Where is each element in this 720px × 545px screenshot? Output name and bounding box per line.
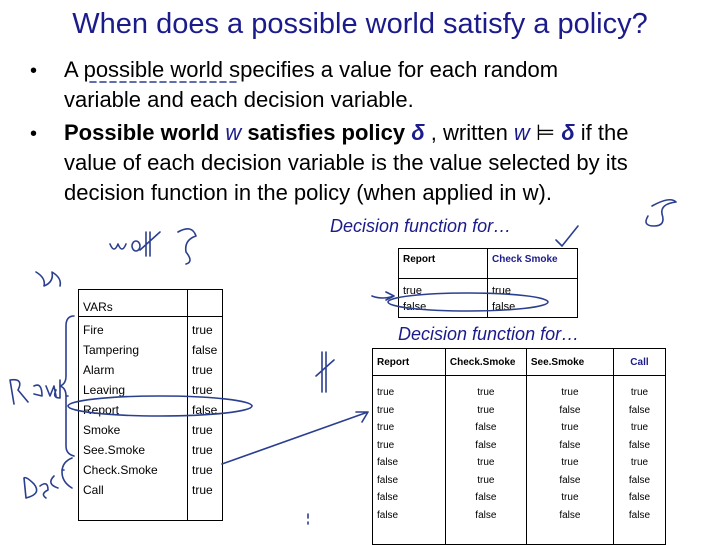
table-header: See.Smoke (526, 349, 613, 376)
bullet-1-line-2: variable and each decision variable. (64, 87, 414, 112)
text: Possible world (64, 120, 226, 145)
table-column: true true false false true true false false (445, 376, 526, 545)
brace-random (60, 316, 74, 456)
variable-names: Fire Tampering Alarm Leaving Report Smoke See.Smoke Check.Smoke Call (79, 317, 188, 521)
circle-report-row (68, 396, 252, 416)
text: A (64, 57, 84, 82)
not-models-ink-2 (316, 352, 334, 392)
text: specifies a value for each random (222, 57, 559, 82)
text: if the (574, 120, 629, 145)
var-delta: δ (411, 120, 425, 145)
bullet-dot-1: • (30, 60, 38, 82)
circle-false-row (388, 293, 548, 311)
check-mark (556, 226, 578, 246)
bullet-2-line-3: decision function in the policy (when applied in w). (64, 180, 552, 205)
delta-ink (646, 200, 676, 226)
table-column: true true true true false false false false (373, 376, 446, 545)
variable-values: true false true true false true true true true (188, 317, 223, 521)
bullet-dot-2: • (30, 123, 38, 145)
var-w: w (513, 120, 530, 145)
w-ink (36, 272, 60, 286)
dec-ink (24, 470, 64, 498)
table-cell: true false (399, 279, 488, 318)
table-header: Report (399, 249, 488, 279)
var-w: w (225, 120, 242, 145)
arrow-false-row (372, 292, 394, 300)
table-header: Check Smoke (488, 249, 578, 279)
table-column: true false true false true false true false (526, 376, 613, 545)
arrow-check-smoke (222, 412, 368, 464)
text: , written (424, 120, 514, 145)
table-column: true false true false true false false false (613, 376, 665, 545)
not-models-delta-ink (110, 229, 196, 264)
bullet-2-line-2: value of each decision variable is the value selected by its (64, 150, 628, 175)
var-delta: δ (561, 120, 575, 145)
table-header: Check.Smoke (445, 349, 526, 376)
rand-ink (10, 380, 68, 404)
term-possible-world: possible world (83, 57, 223, 82)
text: satisfies policy (241, 120, 412, 145)
table-header: Call (613, 349, 665, 376)
table-header: Report (373, 349, 446, 376)
models-symbol: ⊨ (529, 120, 562, 145)
decision-function-label-2: Decision function for… (398, 324, 580, 344)
decision-function-label-1: Decision function for… (330, 216, 512, 236)
table-header: VARs (79, 290, 188, 317)
brace-decision (62, 458, 72, 488)
table-cell: true false (488, 279, 578, 318)
slide-title: When does a possible world satisfy a policy? (72, 8, 648, 40)
